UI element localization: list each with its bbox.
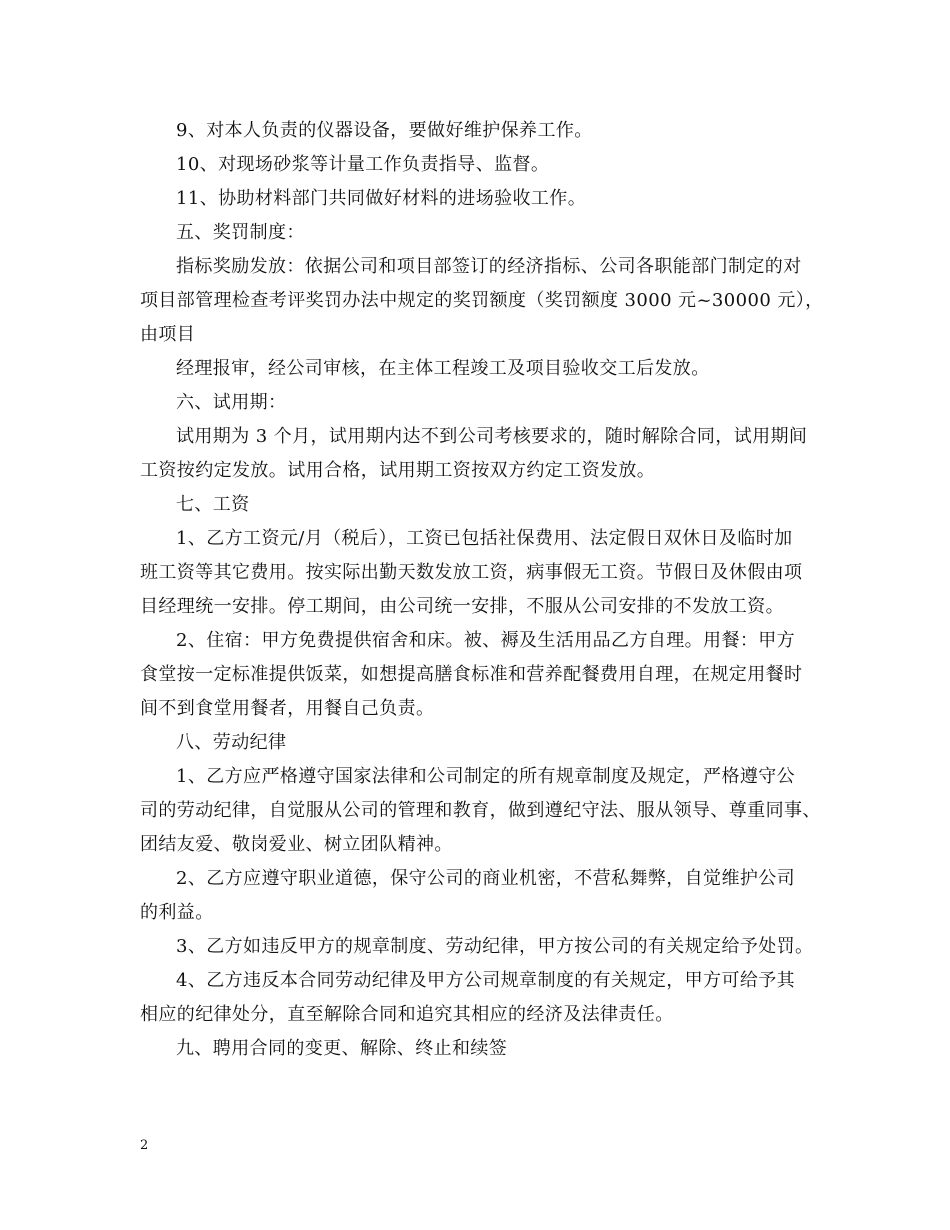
- text-line: 班工资等其它费用。按实际出勤天数发放工资，病事假无工资。节假日及休假由项: [140, 562, 803, 583]
- text-line: 2、住宿：甲方免费提供宿舍和床。被、褥及生活用品乙方自理。用餐：甲方: [176, 630, 796, 651]
- text-line: 目经理统一安排。停工期间，由公司统一安排，不服从公司安排的不发放工资。: [140, 596, 784, 617]
- section-heading: 七、工资: [176, 494, 250, 515]
- text-line: 相应的纪律处分，直至解除合同和追究其相应的经济及法律责任。: [140, 1004, 674, 1025]
- text-line: 试用期为 3 个月，试用期内达不到公司考核要求的，随时解除合同，试用期间: [176, 426, 808, 447]
- text-line: 9、对本人负责的仪器设备，要做好维护保养工作。: [176, 120, 593, 141]
- text-line: 司的劳动纪律，自觉服从公司的管理和教育，做到遵纪守法、服从领导、尊重同事、: [140, 800, 821, 821]
- text-line: 4、乙方违反本合同劳动纪律及甲方公司规章制度的有关规定，甲方可给予其: [176, 970, 796, 991]
- section-heading: 八、劳动纪律: [176, 732, 287, 753]
- text-line: 由项目: [140, 324, 196, 345]
- text-line: 团结友爱、敬岗爱业、树立团队精神。: [140, 834, 453, 855]
- text-line: 食堂按一定标准提供饭菜，如想提高膳食标准和营养配餐费用自理，在规定用餐时: [140, 664, 803, 685]
- page-number: 2: [140, 1138, 149, 1153]
- section-heading: 六、试用期：: [176, 392, 287, 413]
- text-line: 项目部管理检查考评奖罚办法中规定的奖罚额度（奖罚额度 3000 元~30000 元），: [140, 290, 824, 311]
- text-line: 11、协助材料部门共同做好材料的进场验收工作。: [176, 188, 587, 209]
- text-line: 的利益。: [140, 902, 214, 923]
- text-line: 3、乙方如违反甲方的规章制度、劳动纪律，甲方按公司的有关规定给予处罚。: [176, 936, 814, 957]
- section-heading: 五、奖罚制度：: [176, 222, 305, 243]
- text-line: 经理报审，经公司审核，在主体工程竣工及项目验收交工后发放。: [176, 358, 710, 379]
- text-line: 指标奖励发放：依据公司和项目部签订的经济指标、公司各职能部门制定的对: [176, 256, 802, 277]
- text-line: 2、乙方应遵守职业道德，保守公司的商业机密，不营私舞弊，自觉维护公司: [176, 868, 796, 889]
- text-line: 10、对现场砂浆等计量工作负责指导、监督。: [176, 154, 550, 175]
- text-line: 间不到食堂用餐者，用餐自己负责。: [140, 698, 435, 719]
- text-line: 1、乙方工资元/月（税后），工资已包括社保费用、法定假日双休日及临时加: [176, 528, 793, 549]
- text-line: 工资按约定发放。试用合格，试用期工资按双方约定工资发放。: [140, 460, 656, 481]
- text-line: 1、乙方应严格遵守国家法律和公司制定的所有规章制度及规定，严格遵守公: [176, 766, 796, 787]
- section-heading: 九、聘用合同的变更、解除、终止和续签: [176, 1038, 508, 1059]
